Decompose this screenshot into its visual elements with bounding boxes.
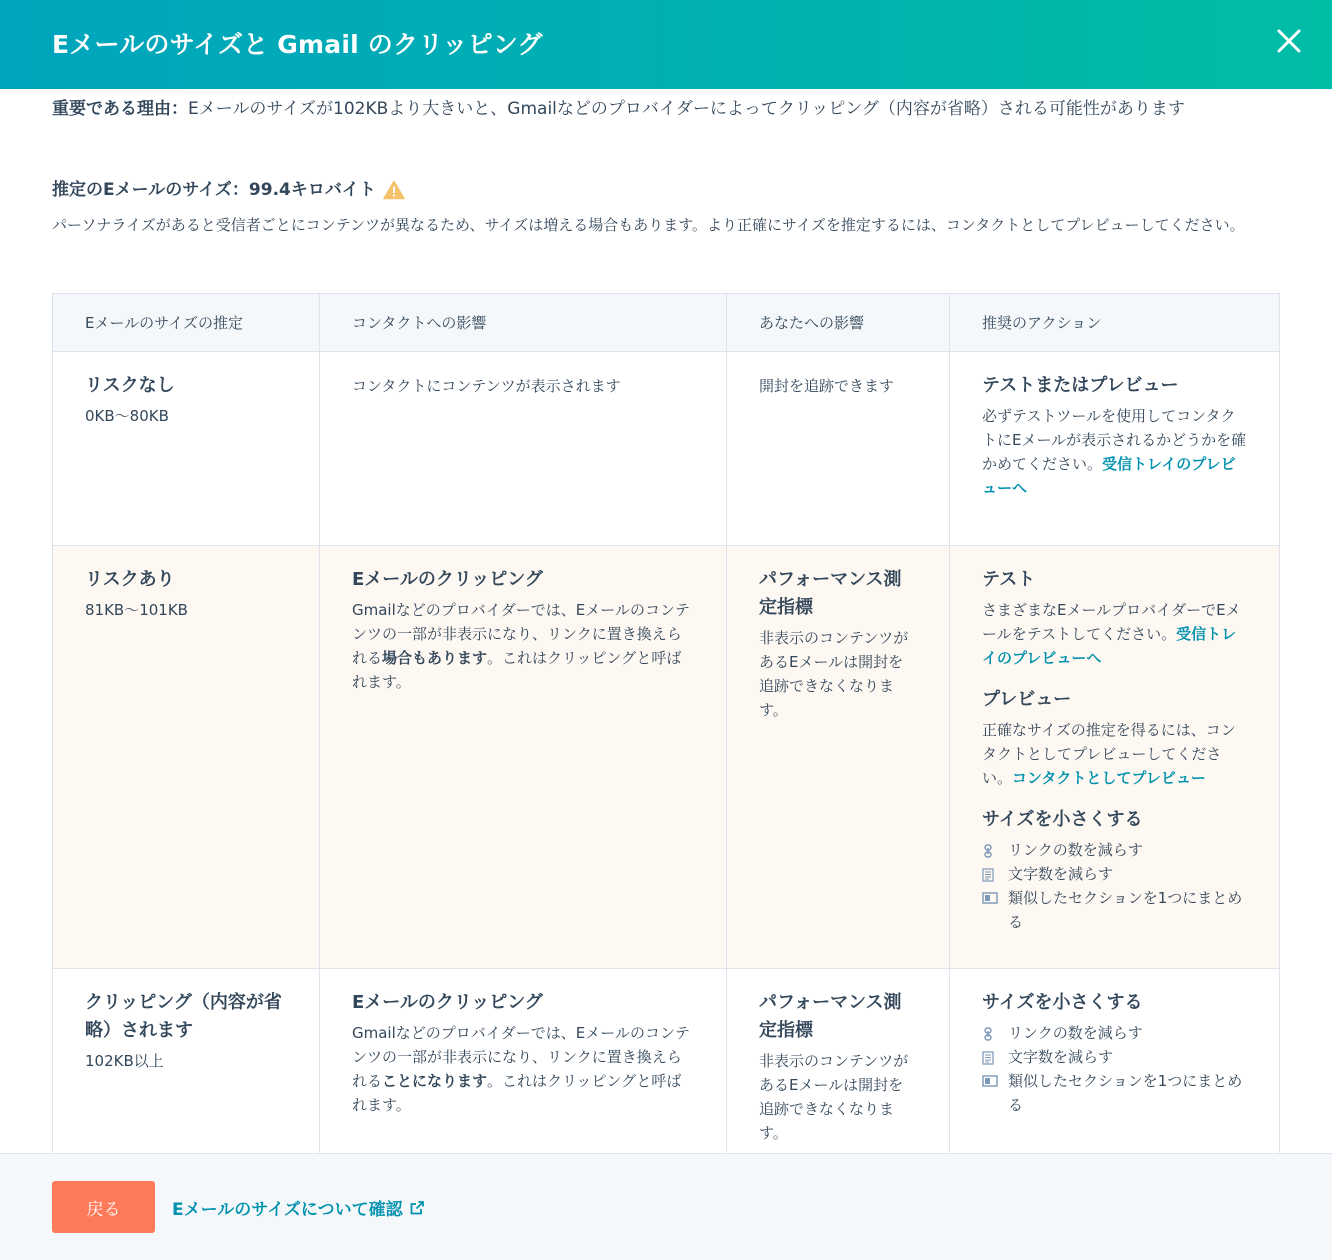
action-title: テストまたはプレビュー — [982, 375, 1179, 396]
list-item — [982, 886, 1247, 934]
text-icon — [982, 1045, 998, 1069]
list-item — [982, 1021, 1247, 1045]
dialog-header — [0, 0, 1332, 89]
learn-email-size-link-text: Eメールのサイズについて確認 — [172, 1200, 403, 1220]
cell-action — [950, 546, 1280, 969]
section-icon — [982, 886, 998, 910]
close-icon — [1270, 22, 1308, 60]
cell-contact-impact — [320, 969, 727, 1154]
contact-impact-emphasis: 場合もあります — [382, 649, 488, 667]
contact-impact-text: コンタクトにコンテンツが表示されます — [352, 377, 621, 395]
cell-risk — [53, 352, 320, 546]
link-icon — [982, 838, 998, 862]
list-item — [982, 862, 1247, 886]
contact-impact-text-a: Gmailなどのプロバイダーでは、Eメールのコンテンツの一部が非表示になり、リンクに置き換えられる — [352, 1024, 690, 1090]
your-impact-text: 開封を追跡できます — [759, 377, 895, 395]
list-item — [982, 1045, 1247, 1069]
risk-range: 81KB〜101KB — [85, 601, 188, 619]
cell-action — [950, 352, 1280, 546]
contact-impact-emphasis: ことになります — [382, 1072, 488, 1090]
test-text — [982, 598, 1247, 670]
table-row-no-risk — [53, 352, 1280, 546]
cell-action — [950, 969, 1280, 1154]
dialog-title: Eメールのサイズと Gmail のクリッピング — [52, 30, 543, 59]
dialog-body — [0, 89, 1332, 1153]
learn-email-size-link[interactable] — [172, 1195, 425, 1220]
contact-impact-text — [352, 1021, 694, 1117]
reduce-item-text: リンクの数を減らす — [1008, 1024, 1143, 1042]
reduce-size-title: サイズを小さくする — [982, 992, 1143, 1013]
why-text: Eメールのサイズが102KBより大きいと、Gmailなどのプロバイダーによってクリッピング（内容が省略）される可能性があります — [188, 99, 1185, 119]
estimate-heading-text: 推定のEメールのサイズ：99.4キロバイト — [52, 180, 376, 200]
size-risk-table — [52, 293, 1280, 1153]
reduce-size-list — [982, 838, 1247, 934]
list-item — [982, 1069, 1247, 1117]
warning-icon — [383, 180, 405, 200]
contact-impact-text-b: 。これはクリッピングと呼ばれます。 — [352, 1072, 682, 1114]
contact-impact-text — [352, 598, 694, 694]
column-header-size: Eメールのサイズの推定 — [53, 294, 320, 352]
your-impact-text: 非表示のコンテンツがあるEメールは開封を追跡できなくなります。 — [759, 1052, 909, 1142]
risk-title: リスクあり — [85, 569, 175, 590]
risk-range: 102KB以上 — [85, 1052, 164, 1070]
estimate-heading — [52, 177, 405, 203]
dialog-footer — [0, 1153, 1332, 1260]
contact-impact-text-b: 。これはクリッピングと呼ばれます。 — [352, 649, 682, 691]
table-row-at-risk — [53, 546, 1280, 969]
cell-risk — [53, 969, 320, 1154]
test-description: さまざまなEメールプロバイダーでEメールをテストしてください。 — [982, 601, 1241, 643]
external-link-icon — [409, 1200, 425, 1216]
reduce-item-text: リンクの数を減らす — [1008, 841, 1143, 859]
contact-impact-title: Eメールのクリッピング — [352, 569, 543, 590]
link-icon — [982, 1021, 998, 1045]
cell-contact-impact — [320, 352, 727, 546]
reduce-item-text: 類似したセクションを1つにまとめる — [1008, 889, 1243, 931]
cell-your-impact — [727, 352, 950, 546]
reduce-size-list — [982, 1021, 1247, 1117]
action-text — [982, 404, 1247, 500]
close-button[interactable] — [1270, 22, 1308, 60]
table-row-clipped — [53, 969, 1280, 1154]
your-impact-text: 非表示のコンテンツがあるEメールは開封を追跡できなくなります。 — [759, 629, 909, 719]
back-button[interactable]: 戻る — [52, 1181, 155, 1233]
reduce-item-text: 文字数を減らす — [1008, 1048, 1114, 1066]
why-label: 重要である理由： — [52, 99, 188, 119]
action-description: 必ずテストツールを使用してコンタクトにEメールが表示されるかどうかを確かめてください。 — [982, 407, 1247, 473]
section-icon — [982, 1069, 998, 1093]
risk-range: 0KB〜80KB — [85, 407, 169, 425]
contact-impact-text-a: Gmailなどのプロバイダーでは、Eメールのコンテンツの一部が非表示になり、リンクに置き換えられる — [352, 601, 690, 667]
contact-impact-title: Eメールのクリッピング — [352, 992, 543, 1013]
inbox-preview-link[interactable]: 受信トレイのプレビューへ — [982, 625, 1237, 667]
cell-your-impact — [727, 546, 950, 969]
text-icon — [982, 862, 998, 886]
preview-as-contact-link[interactable]: コンタクトとしてプレビュー — [1012, 769, 1206, 787]
table-header-row — [53, 294, 1280, 352]
column-header-contact-impact: コンタクトへの影響 — [320, 294, 727, 352]
preview-description: 正確なサイズの推定を得るには、コンタクトとしてプレビューしてください。 — [982, 721, 1236, 787]
risk-title: クリッピング（内容が省略）されます — [85, 992, 282, 1041]
inbox-preview-link[interactable]: 受信トレイのプレビューへ — [982, 455, 1236, 497]
cell-contact-impact — [320, 546, 727, 969]
column-header-your-impact: あなたへの影響 — [727, 294, 950, 352]
reduce-item-text: 文字数を減らす — [1008, 865, 1114, 883]
test-title: テスト — [982, 569, 1036, 590]
your-impact-title: パフォーマンス測定指標 — [759, 569, 902, 618]
reduce-item-text: 類似したセクションを1つにまとめる — [1008, 1072, 1243, 1114]
risk-title: リスクなし — [85, 375, 175, 396]
list-item — [982, 838, 1247, 862]
estimate-description: パーソナライズがあると受信者ごとにコンテンツが異なるため、サイズは増える場合もあります。より正確にサイズを推定するには、コンタクトとしてプレビューしてください。 — [52, 216, 1245, 234]
your-impact-title: パフォーマンス測定指標 — [759, 992, 902, 1041]
why-important — [52, 93, 1280, 125]
preview-title: プレビュー — [982, 689, 1072, 710]
column-header-action: 推奨のアクション — [950, 294, 1280, 352]
cell-risk — [53, 546, 320, 969]
cell-your-impact — [727, 969, 950, 1154]
preview-text — [982, 718, 1247, 790]
reduce-size-title: サイズを小さくする — [982, 809, 1143, 830]
